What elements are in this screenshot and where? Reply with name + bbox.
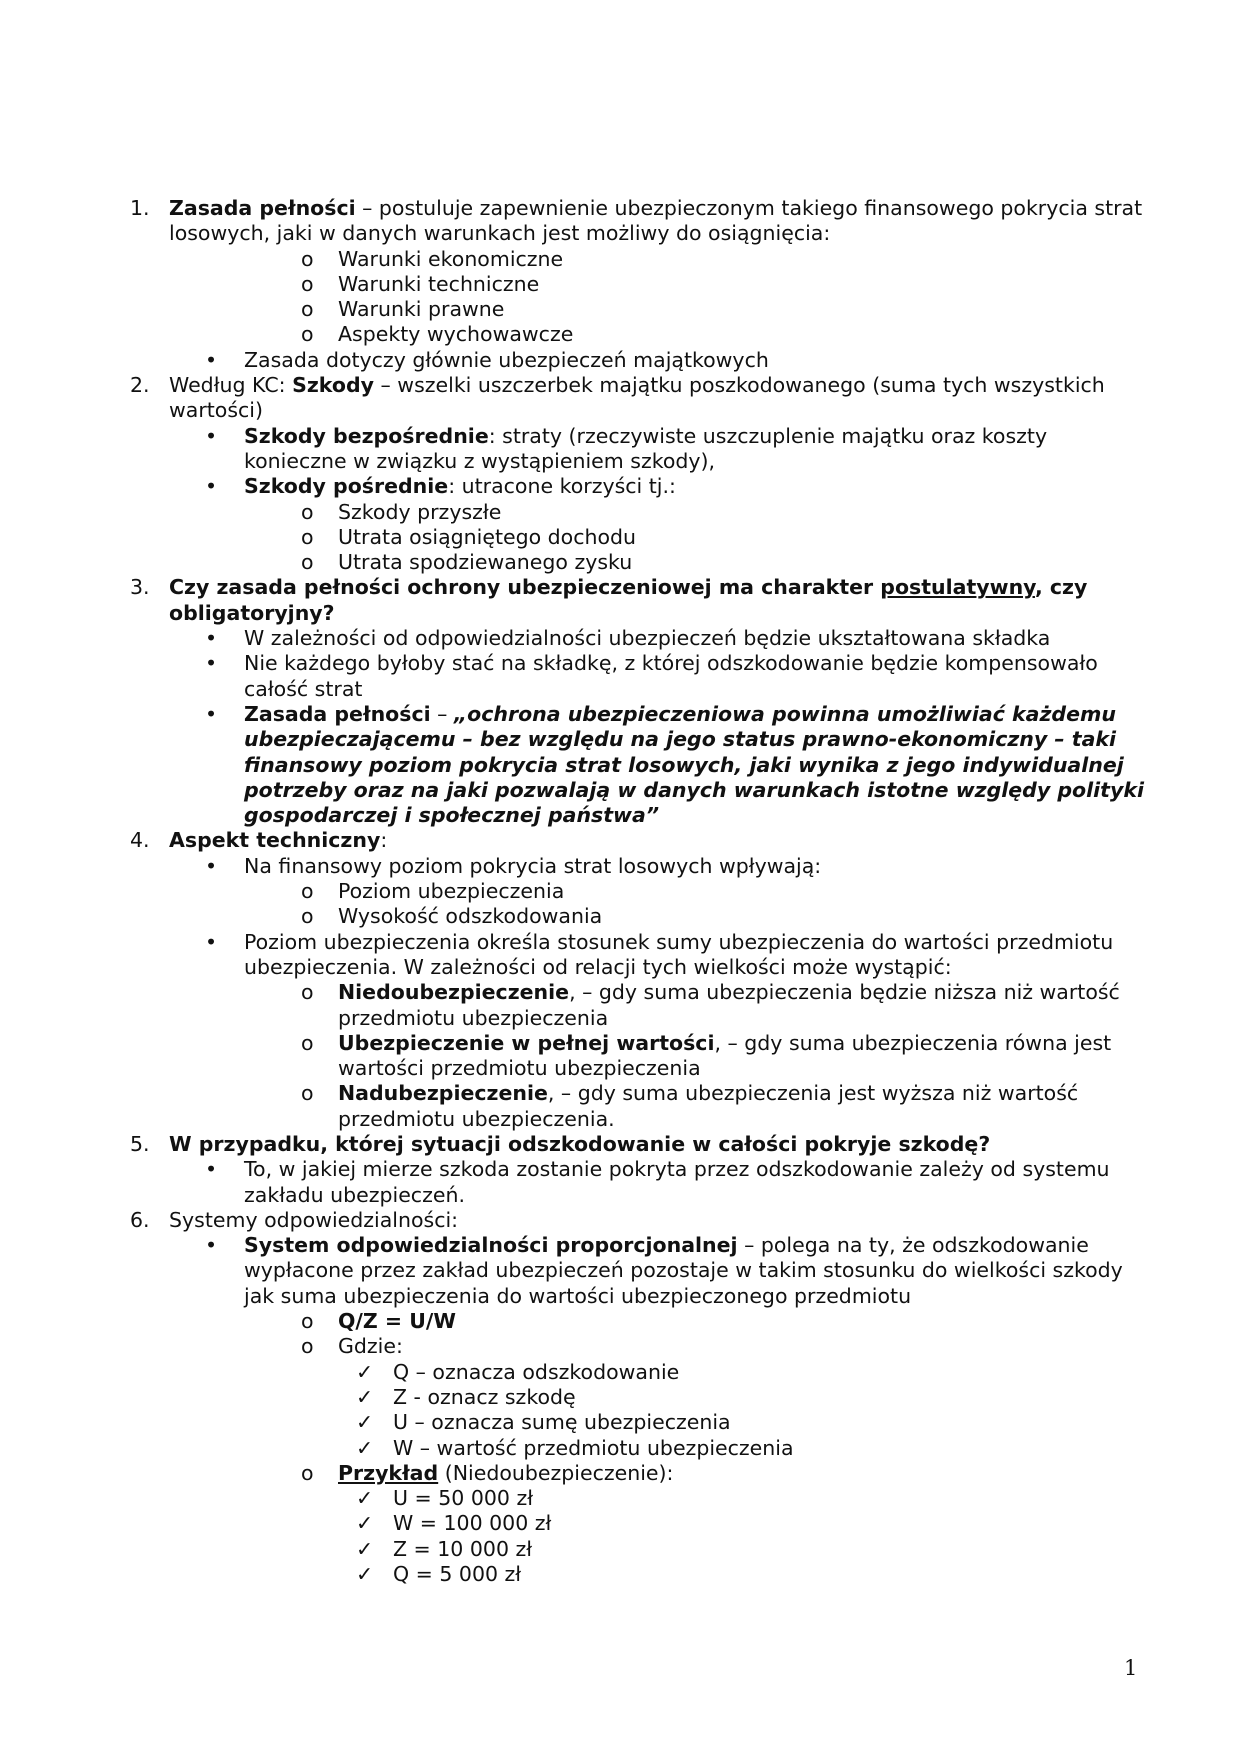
- bullet-item: [130, 626, 1145, 651]
- o-marker: o: [301, 904, 314, 929]
- bullet-item: [130, 348, 1145, 373]
- sub-bullet: [130, 272, 1145, 297]
- sub-bullet: [130, 1081, 1145, 1132]
- sub-bullet: [130, 879, 1145, 904]
- bullet-icon: •: [205, 1233, 218, 1258]
- o-marker: o: [301, 1309, 314, 1334]
- list-text: Na finansowy poziom pokrycia strat losowych wpływają:: [244, 853, 822, 878]
- list-text: To, w jakiej mierze szkoda zostanie pokryta przez odszkodowanie zależy od systemu zakładu ubezpieczeń.: [244, 1157, 1110, 1207]
- term: Nadubezpieczenie: [338, 1081, 548, 1106]
- checkmark-icon: ✓: [356, 1536, 374, 1561]
- question: Czy zasada pełności ochrony ubezpieczeniowej ma charakter: [169, 575, 881, 600]
- o-marker: o: [301, 271, 314, 296]
- list-item-3: [130, 575, 1145, 626]
- check-item: [130, 1360, 1145, 1385]
- list-item-1: [130, 196, 1145, 247]
- checkmark-icon: ✓: [356, 1562, 374, 1587]
- list-text: Systemy odpowiedzialności:: [169, 1207, 459, 1232]
- definition: , – gdy suma ubezpieczenia będzie niższa niż wartość przedmiotu ubezpieczenia: [338, 980, 1120, 1030]
- list-text: Utrata osiągniętego dochodu: [338, 524, 637, 549]
- bullet-icon: •: [205, 423, 218, 448]
- dash: –: [430, 701, 454, 726]
- list-number: 1.: [130, 196, 150, 220]
- check-item: [130, 1385, 1145, 1410]
- o-marker: o: [301, 246, 314, 271]
- list-text: Q – oznacza odszkodowanie: [393, 1359, 680, 1384]
- definition: – postuluje zapewnienie ubezpieczonym takiego finansowego pokrycia strat losowych, jaki w danych warunkach jest możliwy do osiągnięcia:: [169, 196, 1143, 246]
- sub-bullet: [130, 247, 1145, 272]
- list-text: Aspekty wychowawcze: [338, 322, 574, 347]
- term: System odpowiedzialności proporcjonalnej: [244, 1233, 738, 1258]
- example-label: Przykład: [338, 1460, 439, 1485]
- list-text: Utrata spodziewanego zysku: [338, 550, 633, 575]
- definition: – polega na ty, że odszkodowanie wypłacone przez zakład ubezpieczeń pozostaje w takim stosunku do wielkości szkody jak suma ubezpieczenia do wartości ubezpieczonego przedmiotu: [244, 1233, 1123, 1308]
- o-marker: o: [301, 1081, 314, 1106]
- list-text: Poziom ubezpieczenia określa stosunek sumy ubezpieczenia do wartości przedmiotu ubezpieczenia. W zależności od relacji tych wielkości może wystąpić:: [244, 929, 1114, 979]
- sub-bullet: [130, 1031, 1145, 1082]
- list-number: 3.: [130, 575, 150, 600]
- check-item: [130, 1486, 1145, 1511]
- list-text: Z - oznacz szkodę: [393, 1384, 576, 1409]
- checkmark-icon: ✓: [356, 1435, 374, 1460]
- definition: : straty (rzeczywiste uszczuplenie majątku oraz koszty konieczne w związku z wystąpieniem szkody),: [244, 423, 1048, 473]
- list-text: W = 100 000 zł: [393, 1511, 552, 1536]
- list-text: W zależności od odpowiedzialności ubezpieczeń będzie ukształtowana składka: [244, 626, 1051, 651]
- checkmark-icon: ✓: [356, 1410, 374, 1435]
- list-text: U – oznacza sumę ubezpieczenia: [393, 1410, 731, 1435]
- formula: Q/Z = U/W: [338, 1309, 456, 1334]
- bullet-icon: •: [205, 626, 218, 651]
- page-number: 1: [1124, 1656, 1138, 1680]
- sub-bullet: [130, 980, 1145, 1031]
- bullet-item: [130, 651, 1145, 702]
- list-text: (Niedoubezpieczenie):: [438, 1460, 674, 1485]
- checkmark-icon: ✓: [356, 1511, 374, 1536]
- list-text: Warunki ekonomiczne: [338, 246, 564, 271]
- list-number: 2.: [130, 373, 150, 398]
- term: Szkody bezpośrednie: [244, 423, 489, 448]
- underlined-term: postulatywny: [880, 575, 1035, 600]
- bullet-icon: •: [205, 474, 218, 499]
- term: Zasada pełności: [169, 196, 356, 220]
- definition: , – gdy suma ubezpieczenia jest wyższa niż wartość przedmiotu ubezpieczenia.: [338, 1081, 1079, 1131]
- o-marker: o: [301, 550, 314, 575]
- sub-bullet: [130, 322, 1145, 347]
- checkmark-icon: ✓: [356, 1384, 374, 1409]
- check-item: [130, 1537, 1145, 1562]
- bullet-item: [130, 702, 1145, 828]
- list-text: Warunki prawne: [338, 297, 505, 322]
- o-marker: o: [301, 1030, 314, 1055]
- list-number: 6.: [130, 1207, 150, 1232]
- list-item-2: [130, 373, 1145, 424]
- bullet-icon: •: [205, 853, 218, 878]
- sub-bullet: [130, 1461, 1145, 1486]
- definition: : utracone korzyści tj.:: [448, 474, 676, 499]
- list-text: Poziom ubezpieczenia: [338, 879, 565, 904]
- bullet-icon: •: [205, 929, 218, 954]
- term: Szkody: [292, 373, 375, 398]
- o-marker: o: [301, 322, 314, 347]
- definition: – wszelki uszczerbek majątku poszkodowanego (suma tych wszystkich wartości): [169, 373, 1105, 423]
- list-text: Zasada dotyczy głównie ubezpieczeń majątkowych: [244, 347, 769, 372]
- bullet-icon: •: [205, 651, 218, 676]
- question-end: , czy obligatoryjny?: [169, 575, 1088, 625]
- bullet-icon: •: [205, 701, 218, 726]
- term: Niedoubezpieczenie: [338, 980, 570, 1005]
- colon: :: [380, 828, 388, 853]
- sub-bullet: [130, 1334, 1145, 1359]
- bullet-item: [130, 424, 1145, 475]
- term: Ubezpieczenie w pełnej wartości: [338, 1030, 715, 1055]
- sub-bullet: [130, 500, 1145, 525]
- bullet-item: [130, 474, 1145, 499]
- list-text: Wysokość odszkodowania: [338, 904, 603, 929]
- list-text: Z = 10 000 zł: [393, 1536, 533, 1561]
- list-text: Warunki techniczne: [338, 271, 540, 296]
- list-item-4: [130, 828, 1145, 853]
- o-marker: o: [301, 297, 314, 322]
- check-item: [130, 1410, 1145, 1435]
- list-text: Gdzie:: [338, 1334, 403, 1359]
- list-text: Szkody przyszłe: [338, 499, 502, 524]
- prefix: Według KC:: [169, 373, 293, 398]
- question: W przypadku, której sytuacji odszkodowanie w całości pokryje szkodę?: [169, 1131, 991, 1156]
- list-item-6: [130, 1208, 1145, 1233]
- bullet-item: [130, 854, 1145, 879]
- definition: , – gdy suma ubezpieczenia równa jest wartości przedmiotu ubezpieczenia: [338, 1030, 1112, 1081]
- term: Szkody pośrednie: [244, 474, 449, 499]
- sub-bullet: [130, 550, 1145, 575]
- checkmark-icon: ✓: [356, 1486, 374, 1511]
- term: Aspekt techniczny: [169, 828, 381, 853]
- check-item: [130, 1562, 1145, 1587]
- bullet-item: [130, 1233, 1145, 1309]
- bullet-icon: •: [205, 1157, 218, 1182]
- sub-bullet: [130, 1309, 1145, 1334]
- document-body: [130, 196, 1145, 1587]
- check-item: [130, 1436, 1145, 1461]
- o-marker: o: [301, 879, 314, 904]
- list-number: 5.: [130, 1131, 150, 1156]
- bullet-item: [130, 1157, 1145, 1208]
- bullet-icon: •: [205, 347, 218, 372]
- o-marker: o: [301, 524, 314, 549]
- o-marker: o: [301, 1460, 314, 1485]
- list-text: W – wartość przedmiotu ubezpieczenia: [393, 1435, 794, 1460]
- checkmark-icon: ✓: [356, 1359, 374, 1384]
- list-number: 4.: [130, 828, 150, 853]
- list-item-5: [130, 1132, 1145, 1157]
- sub-bullet: [130, 297, 1145, 322]
- bullet-item: [130, 930, 1145, 981]
- sub-bullet: [130, 525, 1145, 550]
- o-marker: o: [301, 499, 314, 524]
- list-text: Q = 5 000 zł: [393, 1562, 522, 1587]
- check-item: [130, 1511, 1145, 1536]
- term: Zasada pełności: [244, 701, 431, 726]
- quote: „ochrona ubezpieczeniowa powinna umożliwiać każdemu ubezpieczającemu – bez względu na jego status prawno-ekonomiczny – taki finansowy poziom pokrycia strat losowych, jaki wynika z jego indywidualnej potrzeby oraz na jaki pozwalają w danych warunkach istotne względy polityki gospodarczej i społecznej państwa”: [244, 701, 1144, 828]
- sub-bullet: [130, 904, 1145, 929]
- o-marker: o: [301, 980, 314, 1005]
- list-text: Nie każdego byłoby stać na składkę, z której odszkodowanie będzie kompensowało całość strat: [244, 651, 1098, 701]
- list-text: U = 50 000 zł: [393, 1486, 534, 1511]
- o-marker: o: [301, 1334, 314, 1359]
